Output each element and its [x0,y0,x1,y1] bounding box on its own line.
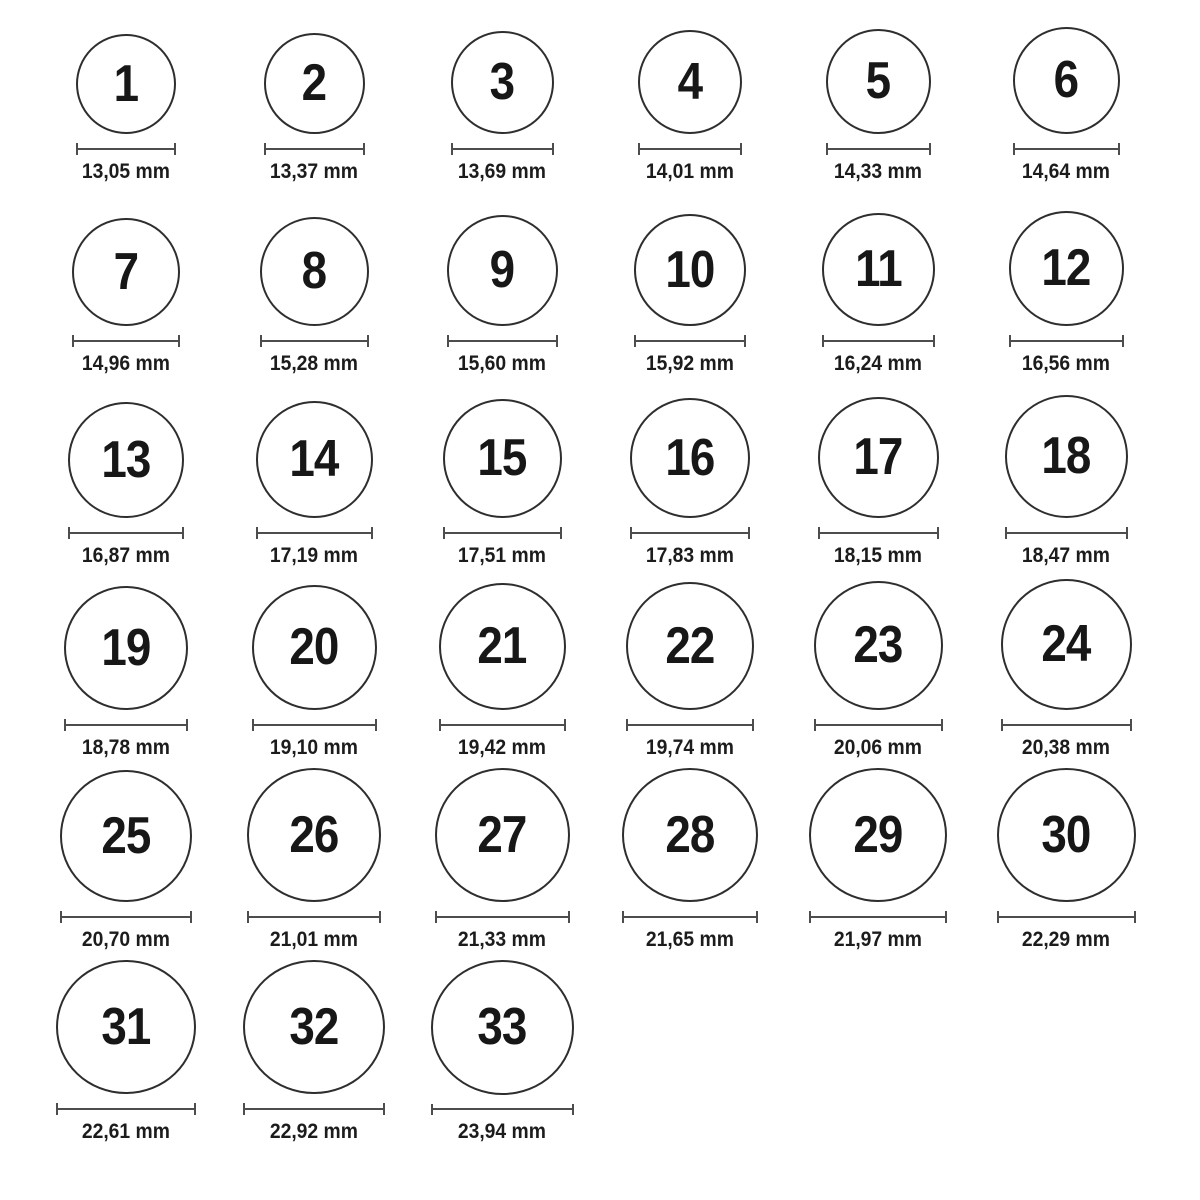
ring-circle [243,960,385,1094]
diameter-measure-line [260,335,369,347]
ring-size-item [784,768,972,960]
diameter-label: 20,38 mm [1021,735,1111,759]
ring-size-number: 7 [113,242,139,301]
ring-size-item [408,192,596,384]
ring-size-item [32,960,220,1152]
ring-size-number: 11 [854,240,902,299]
ring-size-item [784,384,972,576]
ring-size-number: 32 [289,998,339,1057]
ring-size-number: 20 [289,618,339,677]
ring-size-number: 22 [665,616,715,675]
ring-circle [68,402,184,518]
ring-size-item [32,384,220,576]
ring-size-number: 3 [489,53,515,112]
ring-size-number: 30 [1041,806,1091,865]
diameter-label: 16,24 mm [833,351,923,375]
ring-size-number: 2 [301,54,327,113]
diameter-label: 21,33 mm [457,927,547,951]
diameter-measure-line [622,911,758,923]
ring-circle [1001,579,1132,710]
ring-circle [264,33,365,134]
diameter-label: 16,87 mm [81,543,171,567]
ring-size-item [596,0,784,192]
diameter-label: 15,92 mm [645,351,735,375]
ring-size-item [596,576,784,768]
ring-size-item [784,576,972,768]
diameter-label: 14,01 mm [645,159,735,183]
ring-size-number: 9 [489,241,515,300]
ring-size-item [972,192,1160,384]
diameter-measure-line [68,527,184,539]
diameter-measure-line [630,527,750,539]
ring-circle [435,768,570,902]
ring-circle [64,586,188,710]
ring-size-item [220,576,408,768]
ring-size-item [220,0,408,192]
ring-size-number: 14 [289,430,339,489]
ring-circle [431,960,574,1095]
ring-circle [622,768,758,902]
ring-size-number: 28 [665,806,715,864]
ring-circle [60,770,192,902]
diameter-measure-line [64,719,188,731]
ring-size-item [408,384,596,576]
diameter-label: 13,37 mm [269,159,359,183]
ring-size-number: 16 [665,428,715,487]
ring-size-number: 1 [113,54,139,113]
diameter-label: 19,74 mm [645,735,735,759]
ring-size-item [220,768,408,960]
diameter-label: 17,19 mm [269,543,359,567]
diameter-measure-line [818,527,939,539]
diameter-label: 16,56 mm [1021,351,1111,375]
ring-size-number: 17 [853,428,903,487]
diameter-label: 20,70 mm [81,927,171,951]
diameter-measure-line [814,719,943,731]
diameter-measure-line [1001,719,1132,731]
diameter-label: 17,51 mm [457,543,547,567]
ring-size-number: 12 [1041,239,1091,298]
diameter-label: 15,60 mm [457,351,547,375]
ring-size-number: 18 [1041,427,1091,486]
diameter-measure-line [264,143,365,155]
ring-circle [626,582,754,710]
ring-size-item [32,768,220,960]
diameter-measure-line [634,335,746,347]
ring-circle [809,768,947,902]
diameter-measure-line [431,1104,574,1115]
ring-size-item [220,384,408,576]
diameter-measure-line [72,335,180,347]
ring-size-number: 19 [101,618,151,677]
diameter-label: 23,94 mm [457,1119,547,1143]
ring-circle [443,399,562,518]
ring-size-item [596,768,784,960]
ring-size-item [32,576,220,768]
ring-size-item [220,960,408,1152]
diameter-label: 17,83 mm [645,543,735,567]
ring-size-number: 26 [289,805,339,864]
ring-circle [451,31,554,134]
ring-circle [76,34,176,134]
ring-circle [1009,211,1124,326]
ring-size-number: 27 [477,805,527,864]
ring-size-item [408,0,596,192]
diameter-label: 13,69 mm [457,159,547,183]
ring-circle [634,214,746,326]
diameter-label: 14,96 mm [81,351,171,375]
ring-circle [822,213,935,326]
ring-circle [638,30,742,134]
diameter-measure-line [826,143,931,155]
ring-circle [1005,395,1128,518]
diameter-measure-line [1013,143,1120,155]
ring-size-number: 25 [101,806,151,865]
ring-size-number: 21 [477,617,527,676]
ring-size-number: 33 [477,998,527,1057]
diameter-label: 18,47 mm [1021,543,1111,567]
diameter-label: 19,10 mm [269,735,359,759]
ring-circle [826,29,931,134]
ring-size-item [32,0,220,192]
ring-size-number: 29 [853,806,903,865]
diameter-measure-line [1009,335,1124,347]
diameter-label: 21,65 mm [645,927,735,951]
diameter-measure-line [435,911,570,923]
ring-circle [256,401,373,518]
diameter-measure-line [439,719,566,731]
ring-size-item [408,960,596,1152]
ring-size-number: 6 [1053,51,1079,110]
ring-size-number: 31 [101,998,151,1057]
ring-size-item [220,192,408,384]
diameter-measure-line [443,527,562,539]
ring-size-number: 24 [1041,615,1091,674]
ring-circle [260,217,369,326]
diameter-label: 21,97 mm [833,927,923,951]
ring-size-item [408,768,596,960]
ring-size-number: 10 [665,240,715,299]
ring-circle [630,398,750,518]
diameter-measure-line [60,911,192,923]
ring-size-number: 23 [853,616,903,675]
ring-circle [247,768,381,902]
diameter-measure-line [626,719,754,731]
diameter-measure-line [256,527,373,539]
ring-size-item [972,768,1160,960]
diameter-measure-line [451,143,554,155]
diameter-measure-line [252,719,377,731]
diameter-label: 22,29 mm [1021,927,1111,951]
ring-circle [439,583,566,710]
ring-circle [447,215,558,326]
diameter-label: 22,61 mm [81,1119,171,1143]
diameter-label: 18,78 mm [81,735,171,759]
ring-size-number: 13 [101,430,151,489]
ring-circle [56,960,196,1094]
ring-size-number: 8 [301,242,327,301]
diameter-label: 18,15 mm [833,543,923,567]
diameter-measure-line [76,143,176,155]
ring-circle [997,768,1136,902]
ring-circle [252,585,377,710]
diameter-measure-line [243,1103,385,1114]
diameter-measure-line [809,911,947,923]
diameter-label: 14,64 mm [1021,159,1111,183]
ring-circle [814,581,943,710]
diameter-label: 13,05 mm [81,159,171,183]
ring-size-number: 4 [677,52,703,111]
ring-size-item [596,384,784,576]
diameter-label: 22,92 mm [269,1119,359,1143]
diameter-label: 15,28 mm [269,351,359,375]
ring-circle [72,218,180,326]
diameter-label: 20,06 mm [833,735,923,759]
ring-size-item [408,576,596,768]
ring-circle [1013,27,1120,134]
diameter-measure-line [1005,527,1128,539]
ring-size-item [972,384,1160,576]
ring-size-item [32,192,220,384]
ring-size-item [784,0,972,192]
diameter-measure-line [638,143,742,155]
diameter-measure-line [822,335,935,347]
ring-size-number: 5 [865,52,891,111]
diameter-label: 19,42 mm [457,735,547,759]
ring-size-number: 15 [477,429,527,488]
ring-circle [818,397,939,518]
diameter-measure-line [247,911,381,923]
diameter-measure-line [56,1103,196,1115]
diameter-label: 21,01 mm [269,927,359,951]
ring-size-item [784,192,972,384]
diameter-measure-line [447,335,558,347]
ring-size-item [972,0,1160,192]
diameter-measure-line [997,911,1136,923]
ring-size-item [972,576,1160,768]
ring-size-item [596,192,784,384]
diameter-label: 14,33 mm [833,159,923,183]
